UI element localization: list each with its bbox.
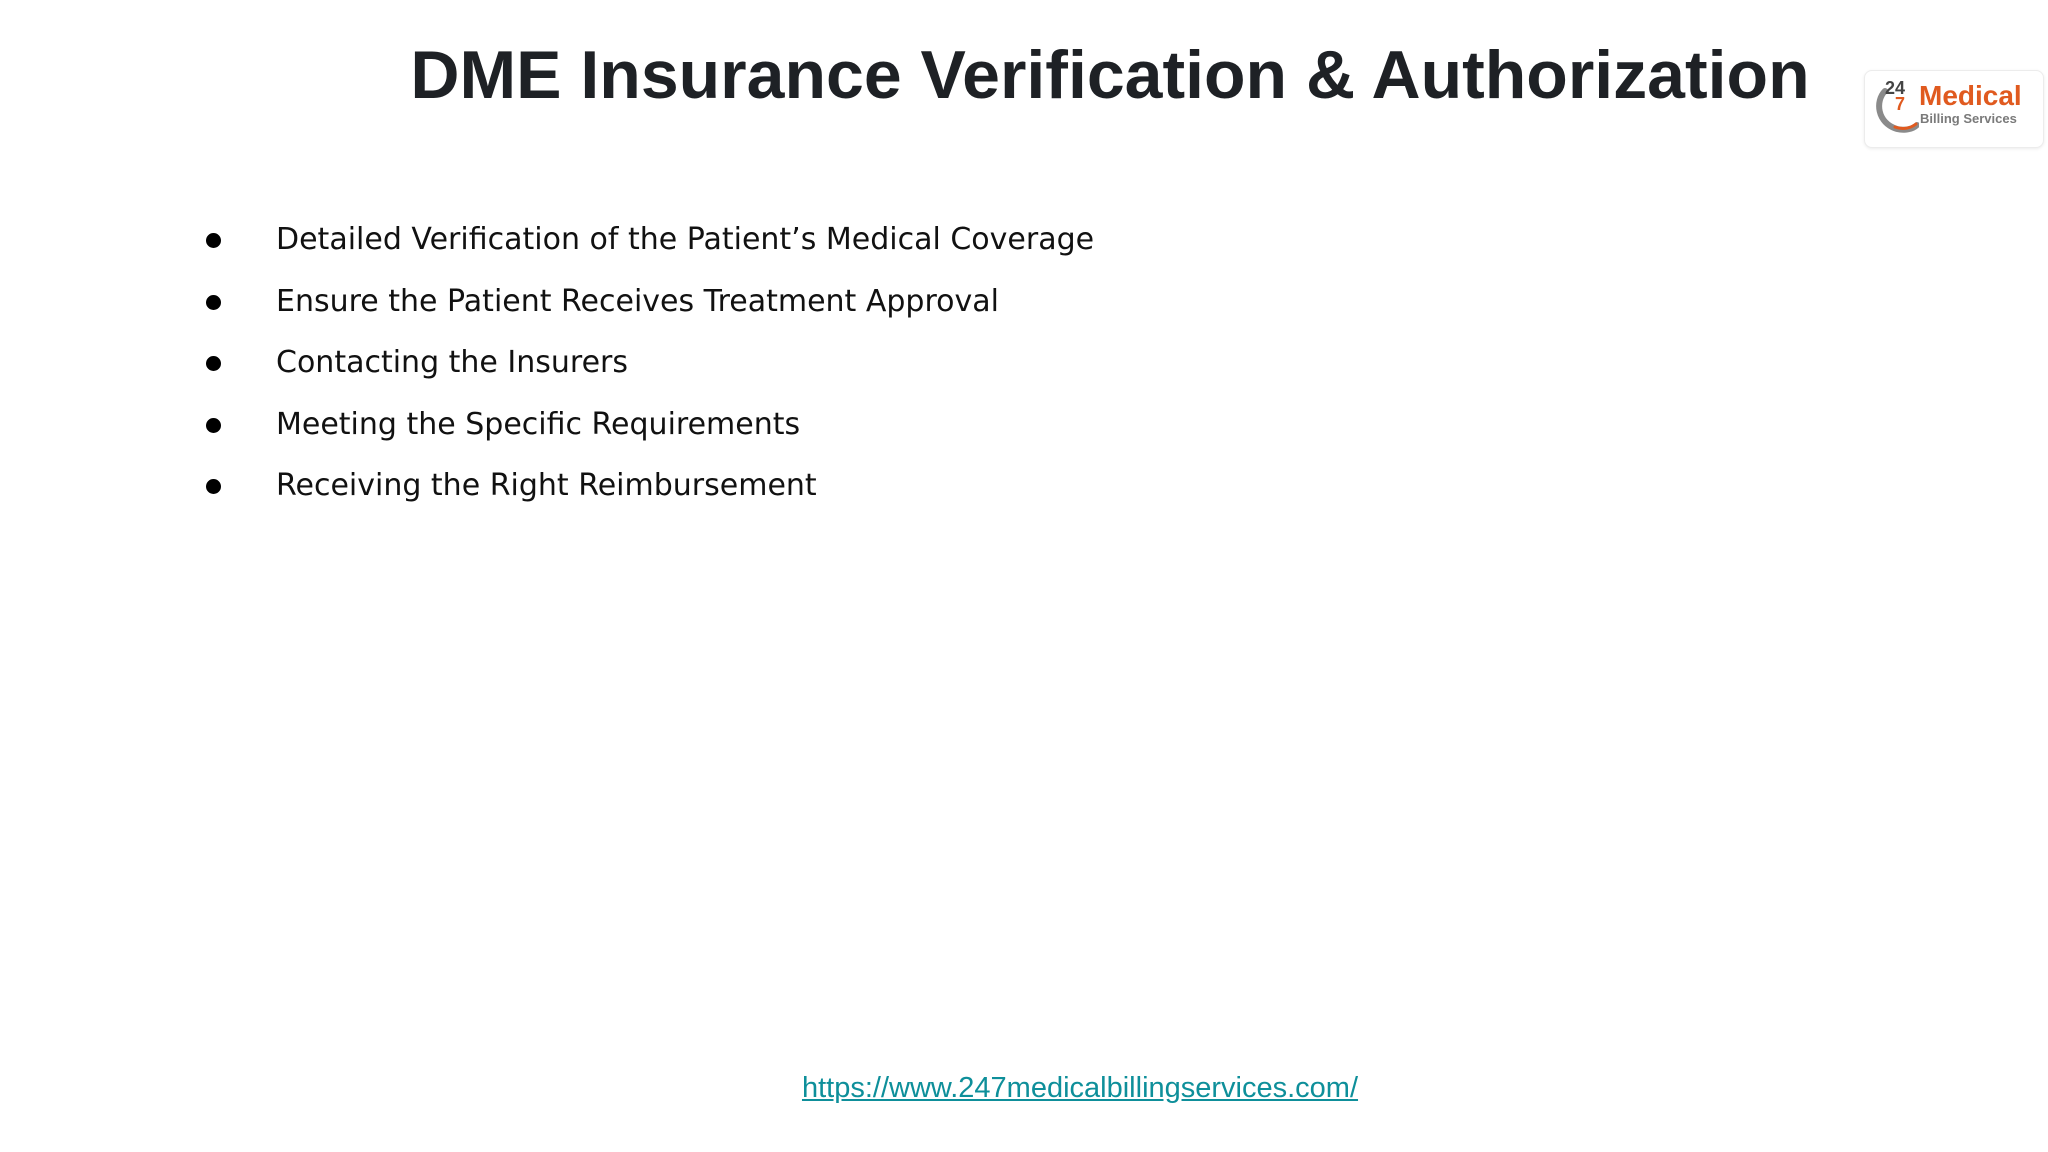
logo-name: Medical xyxy=(1919,80,2022,111)
website-link[interactable]: https://www.247medicalbillingservices.com/ xyxy=(801,1072,1359,1104)
bullet-icon xyxy=(206,418,221,433)
logo-tagline: Billing Services xyxy=(1920,111,2017,126)
bullet-icon xyxy=(206,479,221,494)
bullet-text: Detailed Verification of the Patient’s Medical Coverage xyxy=(276,222,1095,257)
logo-number-top: 24 xyxy=(1885,78,1906,98)
bullet-icon xyxy=(206,295,221,310)
slide-title: DME Insurance Verification & Authorization xyxy=(410,37,1810,113)
bullet-text: Ensure the Patient Receives Treatment Approval xyxy=(276,283,999,319)
bullet-text: Contacting the Insurers xyxy=(276,345,629,380)
bullet-text: Meeting the Specific Requirements xyxy=(276,406,801,442)
bullet-icon xyxy=(206,356,221,371)
bullet-icon xyxy=(206,233,221,248)
company-logo xyxy=(1864,70,2044,148)
bullet-text: Receiving the Right Reimbursement xyxy=(276,468,817,503)
logo-number-bottom: 7 xyxy=(1895,94,1906,114)
